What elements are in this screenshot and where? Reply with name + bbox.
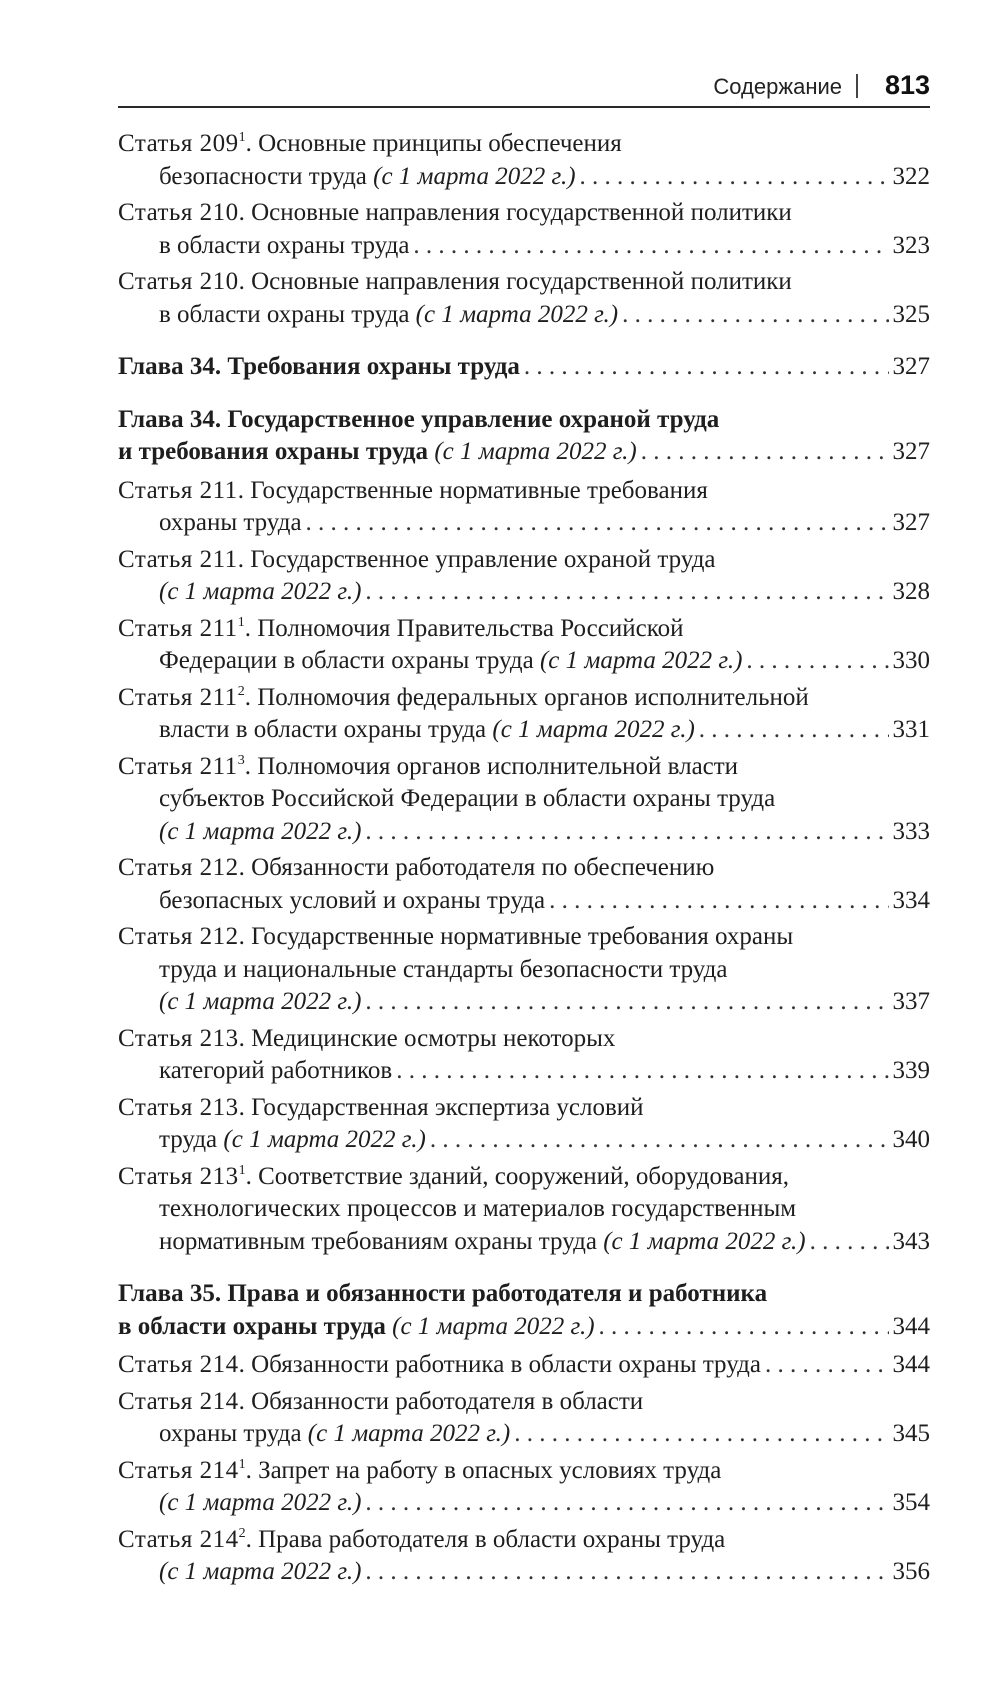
entry-date: (с 1 марта 2022 г.) [539, 647, 743, 674]
entry-page-number: 344 [892, 1312, 930, 1340]
leader-dots [396, 1055, 888, 1088]
entry-title-text: . Обязанности работодателя по обеспечению [238, 854, 715, 881]
entry-final-line [118, 1556, 930, 1589]
entry-title-line [118, 128, 930, 161]
leader-dots [599, 1311, 889, 1344]
entry-final-text [159, 645, 742, 678]
entry-page-number: 327 [892, 438, 930, 465]
entry-final-title: нормативным требованиям охраны труда [159, 1227, 597, 1255]
entry-title-line [118, 682, 930, 715]
entry-date: (с 1 марта 2022 г.) [307, 1420, 511, 1447]
entry-final-line [118, 1226, 930, 1259]
leader-dots [306, 507, 889, 540]
article-number-superscript: 3 [237, 752, 245, 768]
entry-page-number: 354 [892, 1489, 930, 1516]
leader-dots [365, 816, 888, 849]
entry-title-text: . Основные принципы обеспечения [245, 130, 622, 157]
entry-page-number: 327 [892, 509, 930, 536]
leader-dots [810, 1226, 889, 1259]
leader-dots [365, 1556, 888, 1589]
article-number: Статья 211 [118, 614, 238, 642]
entry-date: (с 1 марта 2022 г.) [415, 300, 619, 328]
entry-title-line [118, 475, 930, 508]
entry-final-line [118, 1487, 930, 1520]
leader-dots [514, 1418, 888, 1451]
toc-article-entry[interactable] [118, 1386, 930, 1451]
entry-final-title: и требования охраны труда [118, 438, 429, 465]
entry-final-line [118, 436, 930, 469]
entry-date: (с 1 марта 2022 г.) [159, 817, 362, 845]
entry-page-number: 337 [892, 988, 930, 1015]
entry-final-text [159, 885, 545, 918]
toc-article-entry[interactable] [118, 613, 930, 678]
leader-dots [580, 161, 889, 194]
header-page-number: 813 [884, 70, 930, 100]
entry-title-text: . Полномочия органов исполнительной власти [244, 752, 739, 780]
leader-dots [413, 230, 888, 263]
entry-final-text [159, 507, 302, 540]
entry-title-text: . Обязанности работодателя в области [238, 1387, 644, 1415]
entry-final-title: категорий работников [159, 1057, 393, 1084]
entry-final-title: безопасных условий и охраны труда [159, 886, 546, 914]
entry-title-text: . Государственные нормативные требования [237, 476, 708, 504]
entry-final-line [118, 1311, 930, 1344]
entry-final-line [118, 645, 930, 678]
entry-final-text [118, 351, 520, 384]
entry-final-title: в области охраны труда [159, 231, 410, 259]
entry-final-line [118, 507, 930, 540]
entry-final-line [118, 885, 930, 918]
article-number: Статья 211 [118, 545, 238, 573]
entry-page-number: 333 [892, 817, 930, 845]
entry-date: (с 1 марта 2022 г.) [492, 716, 695, 743]
toc-article-entry[interactable] [118, 1455, 930, 1520]
entry-date: (с 1 марта 2022 г.) [603, 1227, 806, 1255]
article-number: Статья 213 [118, 1162, 239, 1190]
entry-title-text: . Права работодателя в области охраны труда [245, 1525, 726, 1553]
entry-title-text: . Медицинские осмотры некоторых [238, 1024, 616, 1052]
entry-page-number: 356 [892, 1558, 930, 1585]
leader-dots [641, 436, 889, 469]
article-number: Статья 212 [118, 854, 239, 881]
article-number: Статья 212 [118, 923, 239, 950]
entry-final-title: охраны труда [159, 1420, 302, 1447]
entry-page-number: 345 [892, 1420, 930, 1447]
toc-chapter-entry[interactable] [118, 351, 930, 384]
entry-page-number: 340 [892, 1126, 930, 1153]
toc-article-entry[interactable] [118, 921, 930, 1019]
entry-title-text: . Основные направления государственной политики [238, 199, 792, 226]
entry-final-line [118, 816, 930, 849]
entry-final-text [159, 986, 361, 1019]
toc-article-entry[interactable] [118, 852, 930, 917]
entry-title-text: Глава 34. Государственное управление охраной труда [118, 405, 720, 433]
article-number: Статья 210 [118, 268, 239, 295]
entry-final-line [118, 986, 930, 1019]
article-number-superscript: 2 [237, 683, 245, 699]
leader-dots [622, 299, 888, 332]
entry-final-text [159, 1487, 361, 1520]
entry-final-text [118, 1311, 595, 1344]
entry-page-number: 323 [892, 231, 930, 259]
entry-title-line [118, 1455, 930, 1488]
entry-final-text [159, 299, 618, 332]
entry-continuation-line: субъектов Российской Федерации в области охраны труда [159, 785, 776, 812]
leader-dots [746, 645, 888, 678]
entry-final-line [118, 1418, 930, 1451]
entry-final-text [159, 816, 361, 849]
article-number: Статья 213 [118, 1093, 239, 1121]
toc-chapter-entry[interactable] [118, 1278, 930, 1343]
leader-dots [430, 1124, 889, 1157]
entry-title-text: . Государственная экспертиза условий [238, 1093, 644, 1121]
entry-page-number: 327 [892, 353, 930, 380]
entry-final-text [159, 161, 576, 194]
entry-final-title: Федерации в области охраны труда [159, 647, 534, 674]
entry-title-line [118, 1524, 930, 1557]
article-number: Статья 214 [118, 1387, 239, 1415]
entry-final-line [118, 230, 930, 263]
toc-article-entry[interactable] [118, 475, 930, 540]
running-header [118, 62, 930, 108]
entry-final-text [159, 1055, 392, 1088]
entry-title-text: . Государственные нормативные требования охраны [238, 923, 794, 950]
entry-date: (с 1 марта 2022 г.) [392, 1312, 595, 1340]
header-section-title: Содержание [713, 74, 842, 99]
entry-final-title: в области охраны труда [159, 300, 410, 328]
entry-title-text: . Запрет на работу в опасных условиях труда [245, 1456, 722, 1484]
article-number: Статья 209 [118, 130, 239, 157]
entry-continuation-line: технологических процессов и материалов государственным [159, 1195, 797, 1222]
entry-date: (с 1 марта 2022 г.) [434, 438, 637, 465]
entry-title-line [118, 852, 930, 885]
entry-final-text [159, 1418, 510, 1451]
entry-title-text: . Соответствие зданий, сооружений, оборудования, [245, 1162, 790, 1190]
entry-final-text [159, 1124, 426, 1157]
toc-article-entry[interactable] [118, 751, 930, 849]
entry-final-title: власти в области охраны труда [159, 716, 487, 743]
entry-page-number: 330 [892, 647, 930, 674]
entry-title-line [118, 404, 930, 437]
entry-date: (с 1 марта 2022 г.) [159, 578, 362, 605]
entry-title-line [118, 1278, 930, 1311]
toc-article-entry[interactable] [118, 1524, 930, 1589]
entry-date: (с 1 марта 2022 г.) [159, 988, 362, 1015]
entry-final-line [118, 714, 930, 747]
entry-page-number: 343 [892, 1227, 930, 1255]
entry-final-title: охраны труда [159, 509, 302, 536]
entry-final-text [159, 1556, 361, 1589]
entry-final-text [118, 436, 637, 469]
article-number-superscript: 2 [238, 1525, 246, 1541]
entry-title-line [118, 751, 930, 784]
entry-final-line [118, 1349, 930, 1382]
leader-dots [365, 986, 888, 1019]
entry-final-text [118, 1349, 761, 1382]
entry-title-line [118, 1023, 930, 1056]
leader-dots [524, 351, 889, 384]
toc-article-entry[interactable] [118, 197, 930, 262]
entry-final-title: безопасности труда [159, 162, 367, 190]
article-number: Статья 213 [118, 1024, 239, 1052]
toc-article-entry[interactable] [118, 1161, 930, 1259]
leader-dots [365, 576, 888, 609]
entry-final-text [159, 714, 695, 747]
article-number-superscript: 1 [238, 1456, 246, 1472]
entry-date: (с 1 марта 2022 г.) [373, 162, 576, 190]
entry-title-line [118, 544, 930, 577]
article-number: Статья 211 [118, 476, 238, 504]
article-number-superscript: 1 [237, 614, 245, 630]
article-number: Статья 210 [118, 199, 239, 226]
entry-final-line [118, 161, 930, 194]
entry-final-title: труда [159, 1126, 218, 1153]
article-number: Статья 214 [118, 1525, 239, 1553]
entry-final-line [118, 1124, 930, 1157]
header-separator [856, 74, 858, 98]
entry-final-title: Глава 34. Требования охраны труда [118, 353, 520, 380]
entry-final-text [159, 230, 409, 263]
toc-article-entry[interactable] [118, 1092, 930, 1157]
toc-chapter-entry[interactable] [118, 404, 930, 469]
entry-date: (с 1 марта 2022 г.) [159, 1558, 362, 1585]
entry-final-line [118, 299, 930, 332]
entry-title-text: Глава 35. Права и обязанности работодателя и работника [118, 1280, 768, 1307]
entry-page-number: 331 [892, 716, 930, 743]
article-number: Статья 214 [118, 1351, 239, 1378]
entry-title-text: . Полномочия Правительства Российской [244, 614, 684, 642]
entry-final-title: в области охраны труда [118, 1312, 386, 1340]
leader-dots [365, 1487, 888, 1520]
entry-page-number: 334 [892, 886, 930, 914]
entry-page-number: 328 [892, 578, 930, 605]
toc-article-entry[interactable] [118, 266, 930, 331]
article-number: Статья 211 [118, 683, 238, 711]
entry-title-line [118, 266, 930, 299]
entry-date: (с 1 марта 2022 г.) [223, 1126, 426, 1153]
entry-title-line [118, 1092, 930, 1125]
article-number-superscript: 1 [238, 1162, 246, 1178]
entry-title-text: . Государственное управление охраной труда [237, 545, 716, 573]
article-number: Статья 214 [118, 1456, 239, 1484]
toc-article-entry[interactable] [118, 1349, 930, 1382]
leader-dots [699, 714, 889, 747]
entry-title-text: . Полномочия федеральных органов исполнительной [244, 683, 809, 711]
article-number-superscript: 1 [238, 130, 246, 145]
entry-title-text: . Основные направления государственной политики [238, 268, 792, 295]
toc-article-entry[interactable] [118, 1023, 930, 1088]
entry-final-line [118, 576, 930, 609]
leader-dots [765, 1349, 889, 1382]
entry-title-line [118, 1386, 930, 1419]
article-number: Статья 211 [118, 752, 238, 780]
table-of-contents [118, 128, 930, 1593]
entry-final-text [159, 1226, 806, 1259]
entry-title-line [118, 197, 930, 230]
entry-title-line [118, 1161, 930, 1194]
entry-final-line [118, 1055, 930, 1088]
toc-article-entry[interactable] [118, 544, 930, 609]
entry-page-number: 322 [892, 162, 930, 190]
entry-continuation-line: труда и национальные стандарты безопасности труда [159, 955, 728, 983]
toc-article-entry[interactable] [118, 128, 930, 193]
entry-title-line [118, 921, 930, 954]
entry-final-line [118, 351, 930, 384]
entry-page-number: 339 [892, 1057, 930, 1084]
toc-article-entry[interactable] [118, 682, 930, 747]
entry-final-title: . Обязанности работника в области охраны труда [238, 1351, 761, 1378]
entry-title-line [118, 613, 930, 646]
leader-dots [549, 885, 888, 918]
entry-page-number: 325 [892, 300, 930, 328]
entry-page-number: 344 [892, 1351, 930, 1378]
entry-date: (с 1 марта 2022 г.) [159, 1489, 362, 1516]
entry-final-text [159, 576, 361, 609]
